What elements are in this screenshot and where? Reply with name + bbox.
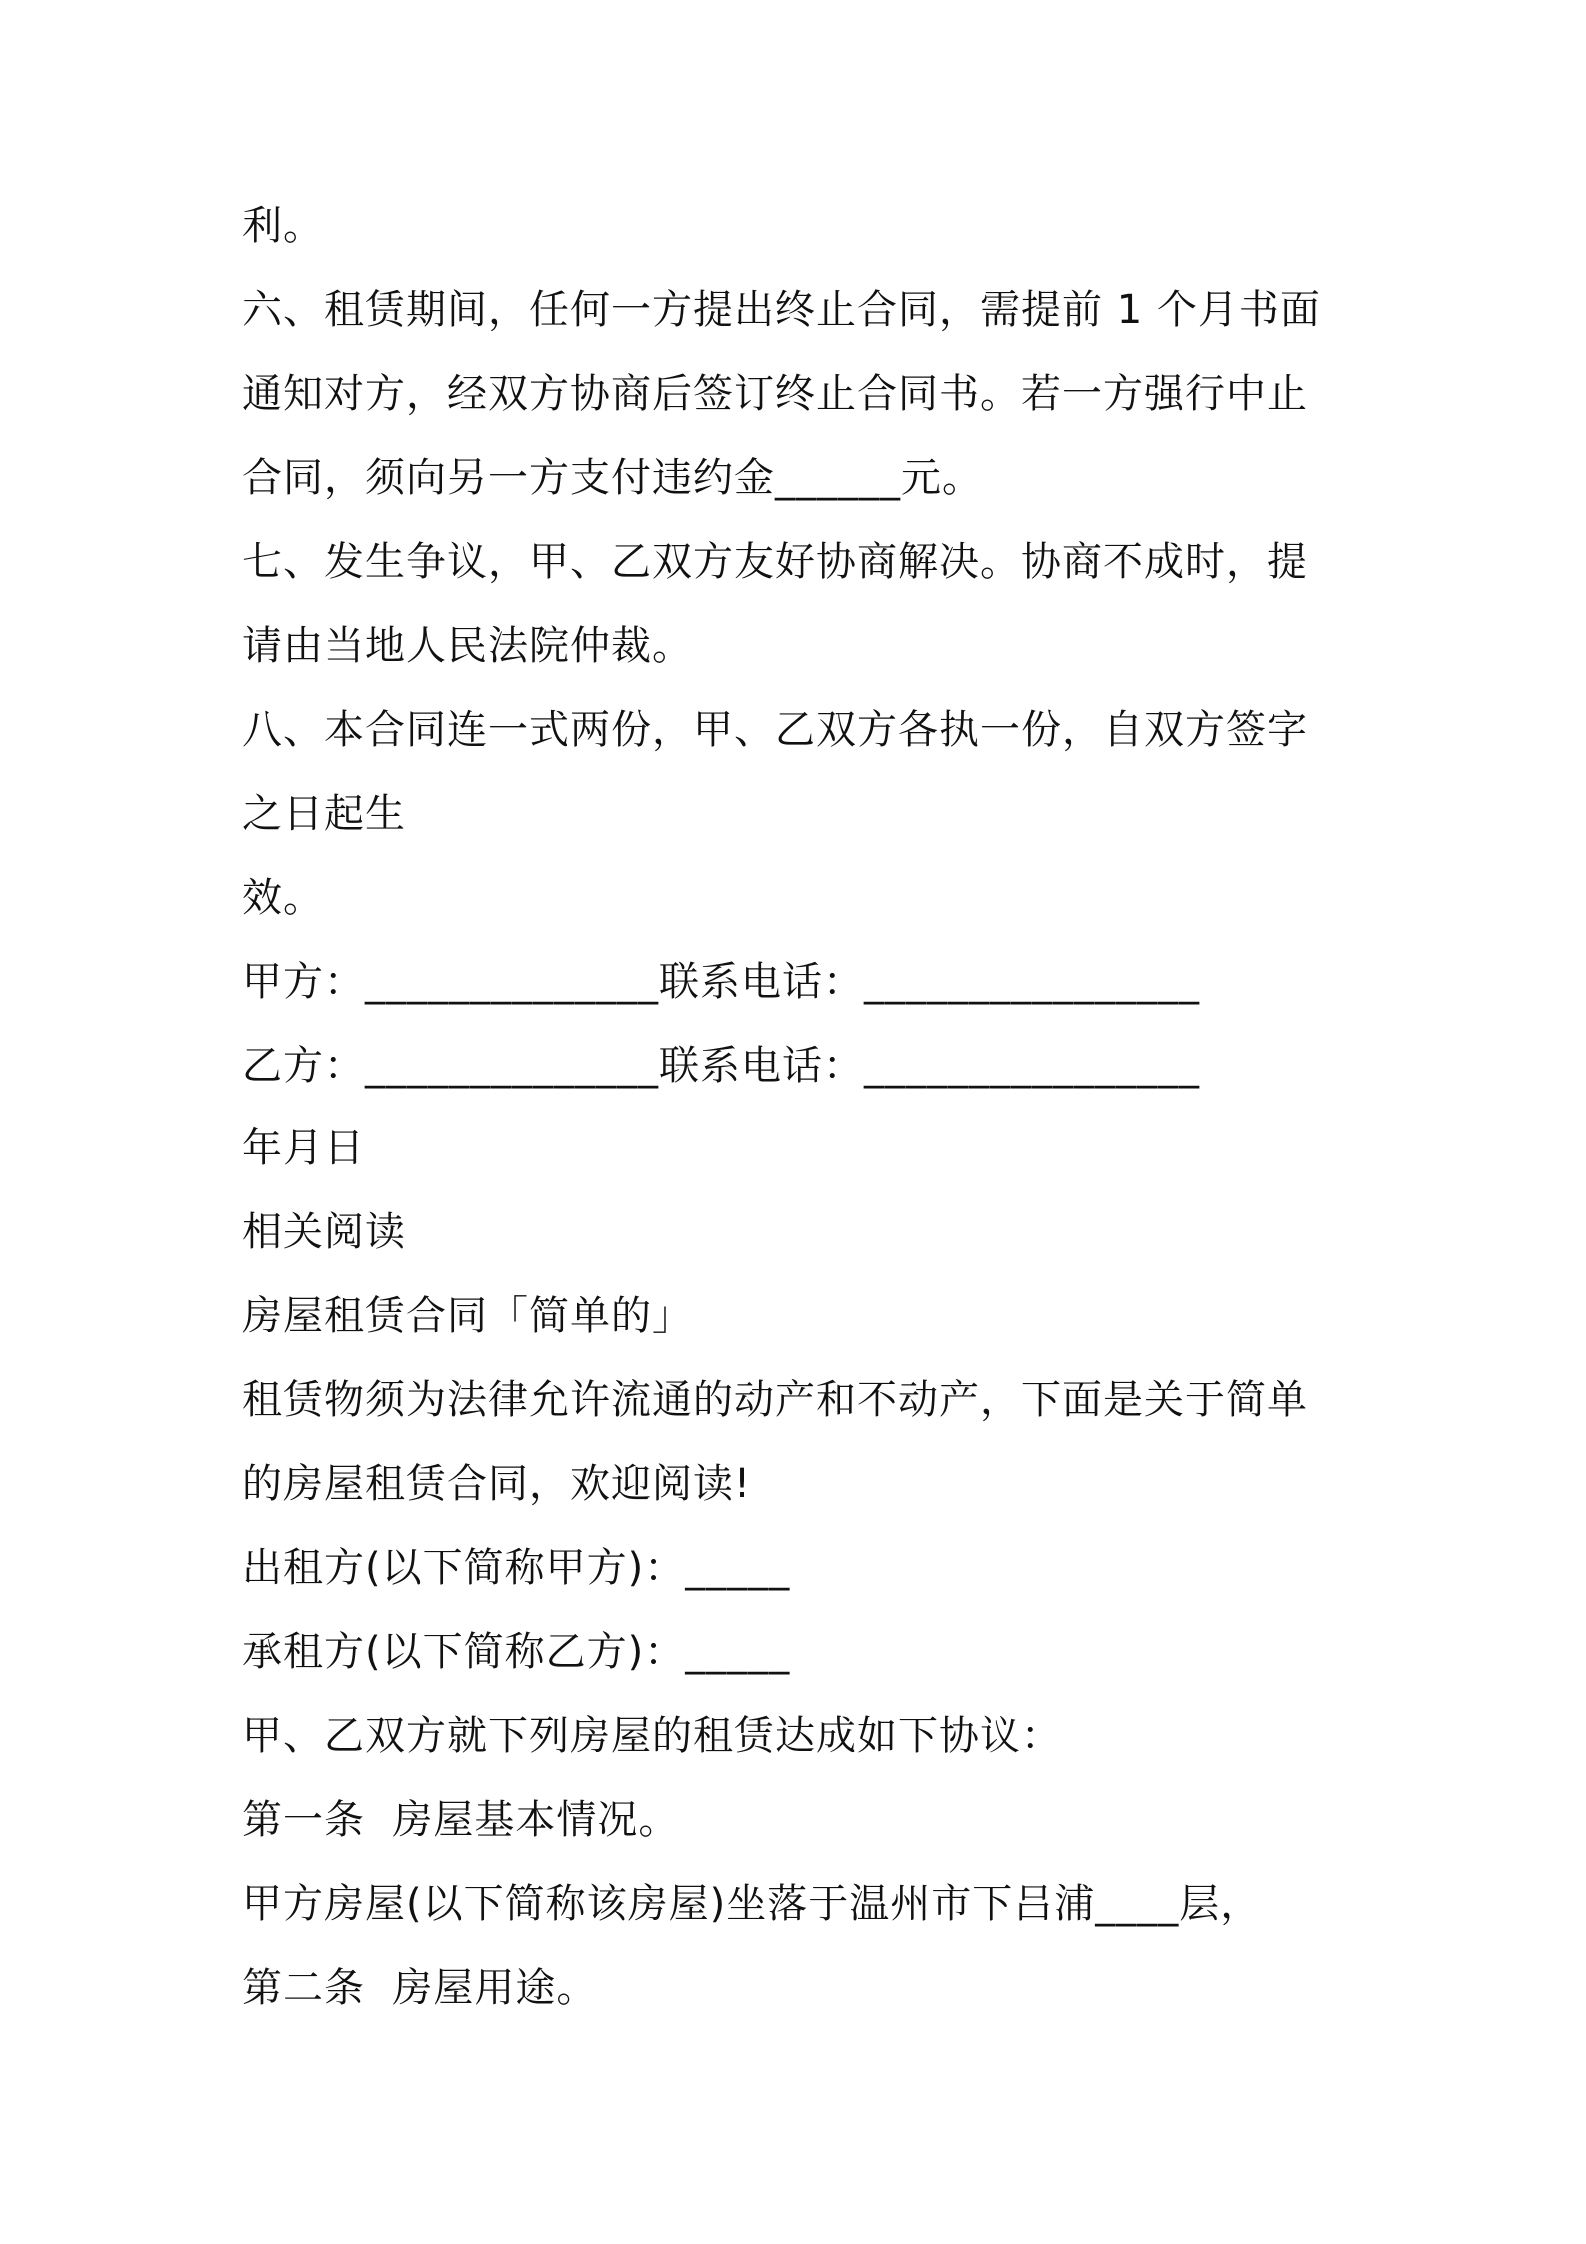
signature-line-party-b: 乙方：______________联系电话：________________ (242, 1043, 1200, 1089)
text-line: 效。 (242, 875, 324, 921)
date-line: 年月日 (242, 1125, 365, 1171)
text-line: 七、发生争议，甲、乙双方友好协商解决。协商不成时，提 (242, 539, 1308, 585)
signature-line-party-a: 甲方：______________联系电话：________________ (242, 959, 1200, 1005)
text-line: 合同，须向另一方支付违约金______元。 (242, 455, 983, 501)
text-line: 第二条 房屋用途。 (242, 1965, 598, 2011)
text-line: 承租方(以下简称乙方)：_____ (242, 1629, 791, 1675)
article-title: 房屋租赁合同「简单的」 (242, 1293, 693, 1339)
text-line: 请由当地人民法院仲裁。 (242, 623, 693, 669)
related-reading-heading: 相关阅读 (242, 1209, 406, 1255)
text-line: 八、本合同连一式两份，甲、乙双方各执一份，自双方签字 (242, 707, 1308, 753)
text-line: 甲、乙双方就下列房屋的租赁达成如下协议： (242, 1713, 1062, 1759)
text-line: 租赁物须为法律允许流通的动产和不动产，下面是关于简单 (242, 1377, 1308, 1423)
text-line: 的房屋租赁合同，欢迎阅读! (242, 1461, 752, 1507)
text-line: 利。 (242, 203, 324, 249)
text-line: 出租方(以下简称甲方)：_____ (242, 1545, 791, 1591)
text-line: 第一条 房屋基本情况。 (242, 1797, 680, 1843)
text-line: 之日起生 (242, 791, 406, 837)
text-line: 通知对方，经双方协商后签订终止合同书。若一方强行中止 (242, 371, 1308, 417)
text-line: 六、租赁期间，任何一方提出终止合同，需提前 1 个月书面 (242, 287, 1321, 333)
text-line: 甲方房屋(以下简称该房屋)坐落于温州市下吕浦____层， (242, 1881, 1262, 1927)
